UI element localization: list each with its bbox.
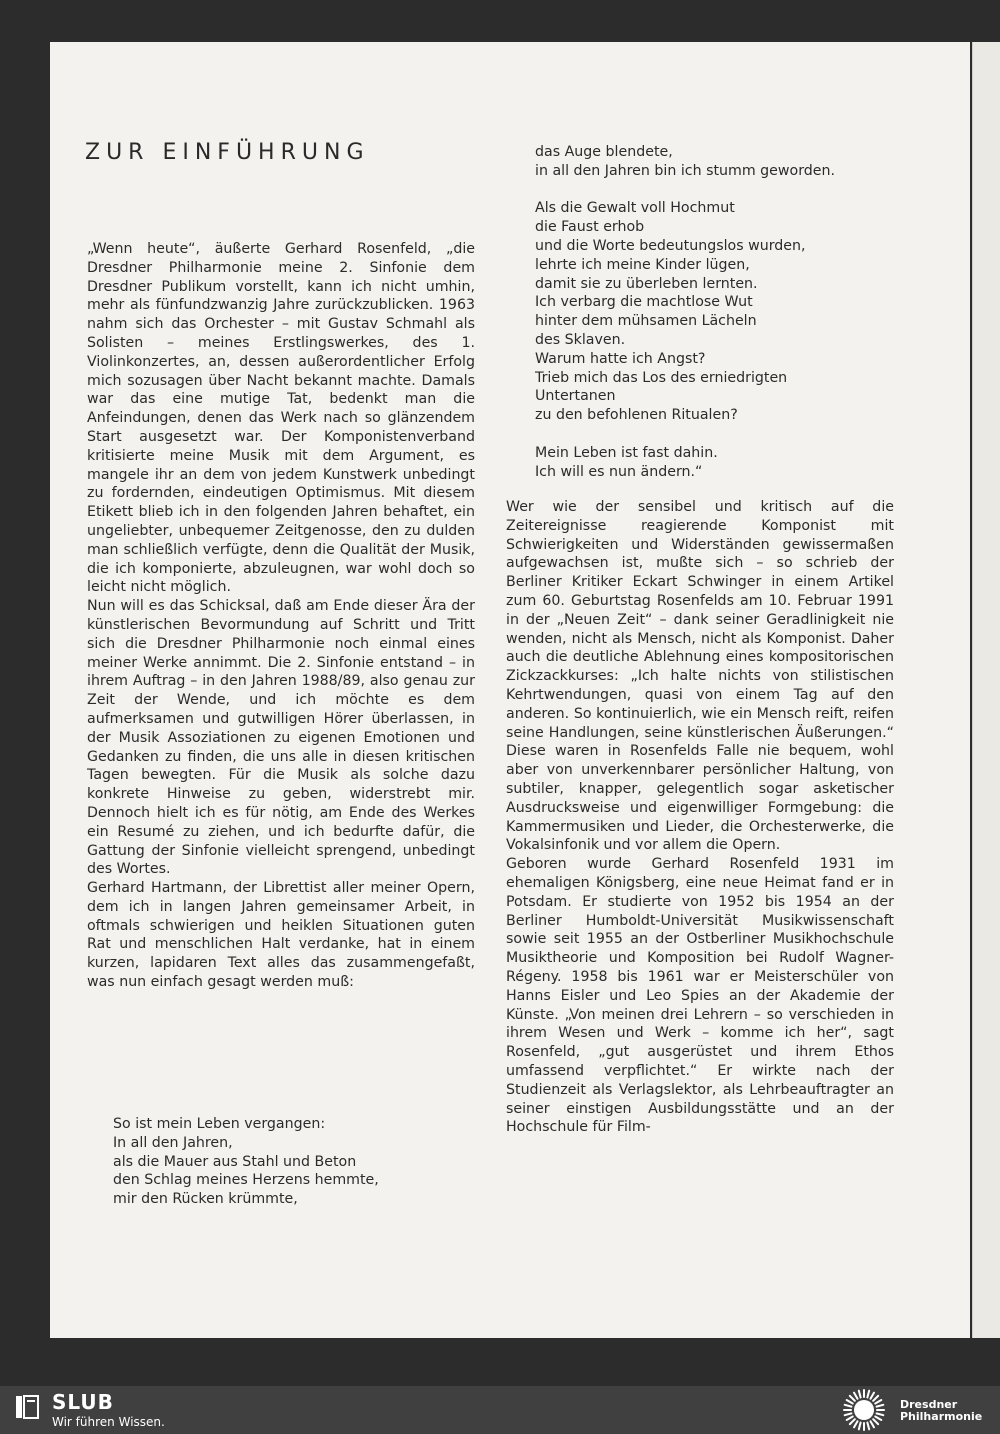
- footer-bar: [0, 1386, 1000, 1434]
- paragraph: Geboren wurde Gerhard Rosenfeld 1931 im ehemaligen Königsberg, eine neue Heimat fand er in Potsdam. Er studierte von 1952 bis 1954 an der Berliner Humboldt-Universität Musikwissenschaft sowie seit 1955 an der Ostberliner Musikhochschule Musiktheorie und Komposition bei Rudolf Wagner-Régeny. 1958 bis 1961 war er Meisterschüler von Hanns Eisler und Leo Spies an der Akademie der Künste. „Von meinen drei Lehrern – so verschieden in ihrem Wesen und Werk – komme ich her“, sagt Rosenfeld, „gut ausgerüstet und ihrem Ethos umfassend verpflichtet.“ Er wirkte nach der Studienzeit als Verlagslektor, als Lehrbeauftragter an seiner einstigen Ausbildungsstätte und an der Hochschule für Film-: [506, 856, 894, 1136]
- slub-logo-text[interactable]: SLUB: [52, 1390, 114, 1414]
- paragraph: „Wenn heute“, äußerte Gerhard Rosenfeld, „die Dresdner Philharmonie meine 2. Sinfonie dem Dresdner Publikum vorstellt, kann ich nicht umhin, mehr als fünfundzwanzig Jahre zurückzublicken. 1963 nahm sich das Orchester – mit Gustav Schmahl als Solisten – meines Erstlingswerkes, des 1. Violinkonzertes, an, dessen außerordentlicher Erfolg mich sozusagen über Nacht bekannt machte. Damals war das eine mutige Tat, bedenkt man die Anfeindungen, denen das Werk nach so glänzendem Start ausgesetzt war. Der Komponistenverband kritisierte meine Musik mit dem Argument, es mangele ihr an dem von jedem Kunstwerk unbedingt zu fordernden, eindeutigen Optimismus. Mit diesem Etikett blieb ich in den folgenden Jahren behaftet, ein ungeliebter, unbequemer Zeitgenosse, den zu dulden man schließlich verfügte, denn die Qualität der Musik, die ich komponierte, abzuleugnen, war wohl doch so leicht nicht möglich.: [87, 241, 475, 596]
- paragraph: Nun will es das Schicksal, daß am Ende dieser Ära der künstlerischen Bevormundung auf Schritt und Tritt sich die Dresdner Philharmonie noch einmal eines meiner Werke annimmt. Die 2. Sinfonie entstand – in ihrem Auftrag – in den Jahren 1988/89, also genau zur Zeit der Wende, und ich möchte es dem aufmerksamen und gutwilligen Hörer überlassen, in der Musik Assoziationen zu eigenen Emotionen und Gedanken zu finden, die uns alle in diesen kritischen Tagen bewegten. Für die Musik als solche dazu konkrete Hinweise zu geben, widerstrebt mir. Dennoch hielt ich es für nötig, am Ende des Werkes ein Resumé zu ziehen, und ich bedurfte dafür, die Gattung der Sinfonie vielleicht sprengend, unbedingt des Wortes.: [87, 598, 475, 878]
- paragraph: Gerhard Hartmann, der Librettist aller meiner Opern, dem ich in langen Jahren gemeinsamer Arbeit, in oftmals schwierigen und heiklen Situationen guten Rat und menschlichen Halt verdanke, hat in einem kurzen, lapidaren Text alles das zusammengefaßt, was nun einfach gesagt werden muß:: [87, 880, 475, 991]
- page-heading: ZUR EINFÜHRUNG: [85, 140, 370, 165]
- partner-name-line-1: Dresdner: [900, 1398, 958, 1411]
- sunburst-logo-icon: [842, 1388, 886, 1432]
- paragraph: Wer wie der sensibel und kritisch auf die Zeitereignisse reagierende Komponist mit Schwierigkeiten und Widerständen gewissermaßen aufgewachsen ist, mußte sich – so schrieb der Berliner Kritiker Eckart Schwinger in einem Artikel zum 60. Geburtstag Rosenfelds am 10. Februar 1991 in der „Neuen Zeit“ – dank seiner Geradlinigkeit nie wenden, nicht als Mensch, nicht als Komponist. Daher auch die deutliche Ablehnung eines kompositorischen Zickzackkurses: „Ich halte nichts von stilistischen Kehrtwendungen, quasi von einem Tag auf den anderen. So kontinuierlich, wie ein Mensch reift, reifen seine Handlungen, seine künstlerischen Äußerungen.“ Diese waren in Rosenfelds Falle nie bequem, wohl aber von unverkennbarer persönlicher Haltung, von subtiler, knapper, gelegentlich sogar asketischer Ausdrucksweise und eigenwilliger Formgebung: die Kammermusiken und Lieder, die Orchesterwerke, die Vokalsinfonik und vor allem die Opern.: [506, 499, 894, 854]
- poem-part-1: So ist mein Leben vergangen: In all den Jahren, als die Mauer aus Stahl und Beton den Schlag meines Herzens hemmte, mir den Rücken krümmte,: [113, 1116, 379, 1208]
- next-page-edge: [972, 42, 1000, 1338]
- partner-logo-text[interactable]: [900, 1399, 982, 1423]
- partner-name-line-2: Philharmonie: [900, 1410, 983, 1423]
- column-left: [87, 240, 475, 992]
- book-icon: [14, 1392, 42, 1420]
- poem-part-2: das Auge blendete, in all den Jahren bin ich stumm geworden. Als die Gewalt voll Hochmut die Faust erhob und die Worte bedeutungslos wurden, lehrte ich meine Kinder lügen, damit sie zu überleben lernten. Ich verbarg die machtlose Wut hinter dem mühsamen Lächeln des Sklaven. Warum hatte ich Angst? Trieb mich das Los des erniedrigten Untertanen zu den befohlenen Ritualen? Mein Leben ist fast dahin. Ich will es nun ändern.“: [535, 144, 836, 480]
- slub-tagline: Wir führen Wissen.: [52, 1415, 165, 1429]
- column-right: [506, 498, 894, 1137]
